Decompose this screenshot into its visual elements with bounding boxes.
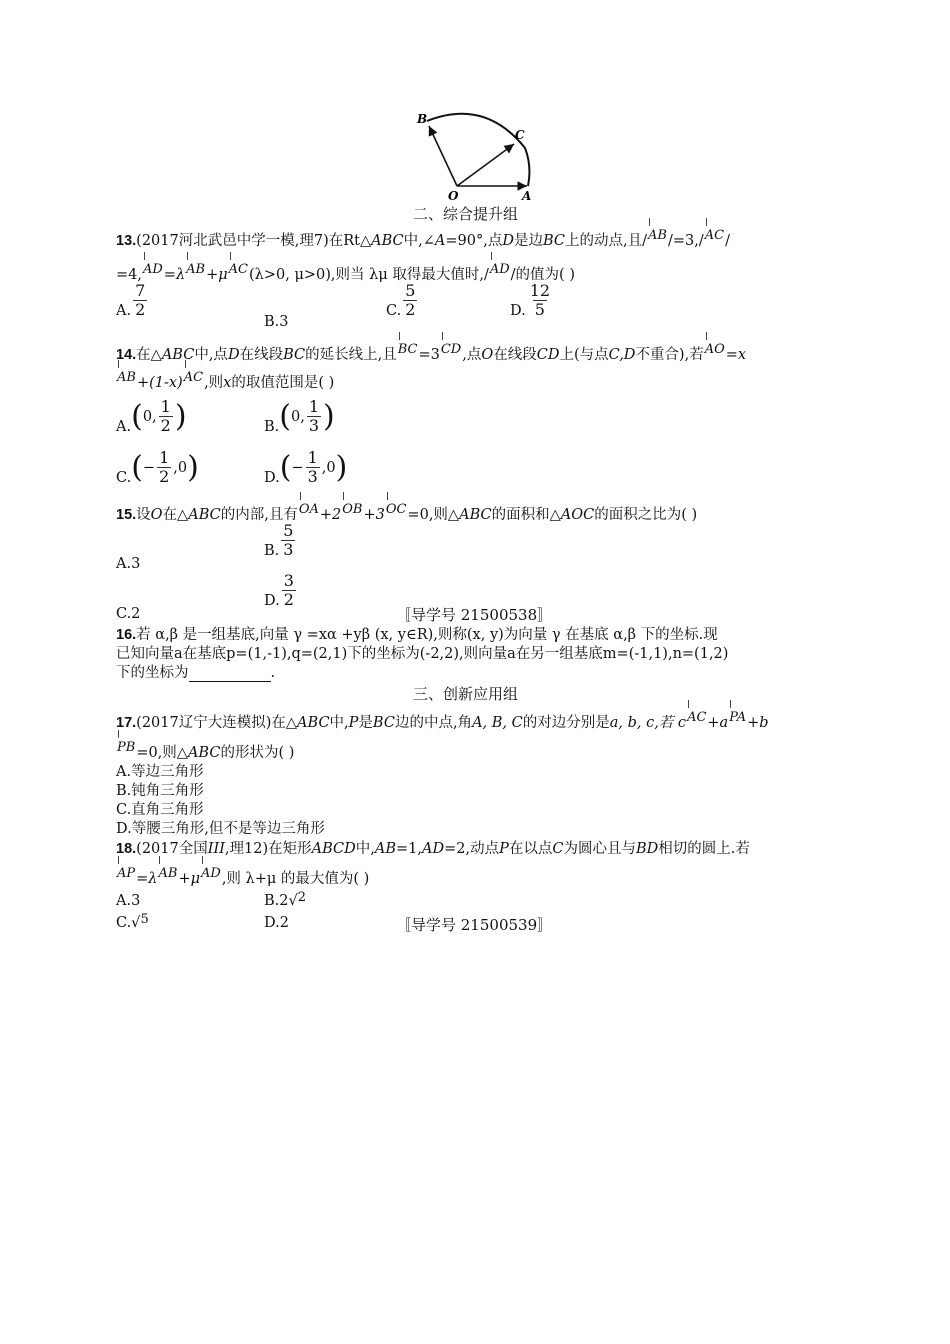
- fraction: [281, 522, 295, 559]
- text: 2: [160, 416, 171, 435]
- paren: ): [187, 449, 199, 485]
- text: 是: [358, 715, 373, 731]
- text: +2: [319, 507, 342, 523]
- text: ABC: [187, 745, 221, 761]
- text: BD: [635, 841, 659, 857]
- text: /: [725, 233, 730, 249]
- text: A: [434, 233, 446, 249]
- text: +(1-x): [136, 375, 183, 391]
- vector: AC: [228, 262, 249, 277]
- text: 5: [283, 521, 294, 540]
- vector: BC: [397, 342, 418, 357]
- q16-line3: [116, 664, 275, 682]
- text: 7: [135, 281, 146, 300]
- text: 1: [159, 448, 170, 467]
- interval: [131, 398, 186, 435]
- text: 的取值范围是( ): [231, 375, 335, 391]
- paren: (: [131, 398, 143, 434]
- q18-number: 18.: [116, 841, 137, 857]
- text: ,0: [173, 459, 188, 476]
- q14-option-d: [264, 449, 347, 486]
- paren: ): [335, 449, 348, 485]
- text: 2: [405, 300, 416, 319]
- text: 在以点: [508, 841, 553, 857]
- guide-number-538: 〚导学号 21500538〛: [396, 606, 553, 624]
- text: D.: [510, 303, 526, 319]
- text: 中,: [329, 715, 349, 731]
- text: A.: [116, 419, 132, 435]
- text: ,理12)在矩形: [224, 841, 312, 857]
- interval: [280, 449, 348, 486]
- fraction: [159, 398, 173, 435]
- paren: ): [323, 398, 335, 434]
- text: /的值为( ): [510, 267, 575, 283]
- interval: [279, 398, 334, 435]
- text: /=3,/: [667, 233, 704, 249]
- text: CD: [536, 347, 560, 363]
- text: 3: [283, 571, 294, 590]
- text: =λ: [136, 871, 158, 887]
- q13-option-c: [386, 282, 419, 319]
- q17-option-b: B.钝角三角形: [116, 783, 204, 799]
- vector: OC: [385, 502, 407, 517]
- paren: (: [279, 449, 292, 485]
- text: ,点: [462, 347, 482, 363]
- text: 5: [405, 281, 416, 300]
- text: 下的坐标为: [116, 665, 189, 681]
- answer-blank[interactable]: [189, 667, 271, 682]
- text: B.: [264, 419, 280, 435]
- q18-line2: [116, 866, 370, 889]
- fraction: [133, 282, 147, 319]
- q16-number: 16.: [116, 627, 137, 643]
- text: ABC: [371, 233, 404, 249]
- text: 的内部,且有: [220, 507, 298, 523]
- vector: OB: [342, 502, 363, 517]
- text: 为圆心且与: [563, 841, 636, 857]
- text: 0,: [290, 408, 305, 425]
- section-heading-comprehensive: 二、综合提升组: [413, 205, 519, 223]
- paren: (: [279, 398, 291, 434]
- text: 的面积之比为( ): [594, 507, 698, 523]
- vector-oc: [457, 144, 514, 186]
- text: 在线段: [493, 347, 537, 363]
- q13-option-d: [510, 282, 554, 319]
- vector: OA: [298, 502, 319, 517]
- q18-option-a: A.3: [116, 893, 141, 909]
- q15-option-c: C.2: [116, 606, 141, 622]
- vector: AP: [117, 866, 136, 881]
- text: D: [502, 233, 514, 249]
- text: 2: [283, 590, 294, 609]
- text: A.: [116, 303, 132, 319]
- text: 2: [135, 300, 146, 319]
- text: ,则: [204, 375, 224, 391]
- text: C.√: [116, 915, 141, 931]
- q13-number: 13.: [116, 233, 137, 249]
- text: 相切的圆上.若: [658, 841, 750, 857]
- text: O: [481, 347, 494, 363]
- text: 的面积和△: [491, 507, 561, 523]
- text: (2017河北武邑中学一模,理7)在Rt△: [136, 233, 372, 249]
- q18-option-b: [264, 890, 307, 909]
- q13-option-a: [116, 282, 149, 319]
- text: 0,: [142, 408, 157, 425]
- q17-line1: [116, 710, 769, 733]
- vector: AC: [704, 228, 725, 243]
- label-o: O: [448, 189, 459, 203]
- text: BC: [542, 233, 566, 249]
- text: 1: [308, 397, 320, 416]
- q15-option-b: [264, 522, 297, 559]
- text: AOC: [560, 507, 595, 523]
- label-a: A: [522, 189, 532, 203]
- q15-number: 15.: [116, 507, 137, 523]
- text: B.: [264, 543, 280, 559]
- text: 边的中点,角: [394, 715, 473, 731]
- text: .: [270, 665, 276, 681]
- text: 设: [136, 507, 151, 523]
- q14-option-b: [264, 398, 335, 435]
- text: =90°,点: [445, 233, 503, 249]
- text: 中,∠: [403, 233, 435, 249]
- text: +b: [747, 715, 769, 731]
- vector: AD: [142, 262, 163, 277]
- text: BC: [283, 347, 306, 363]
- text: 是边: [513, 233, 543, 249]
- text: 12: [529, 281, 551, 300]
- text: AD: [422, 841, 445, 857]
- text: AB: [374, 841, 397, 857]
- text: =4,: [116, 267, 142, 283]
- text: +3: [363, 507, 385, 523]
- vector: AB: [186, 262, 206, 277]
- text: O: [150, 507, 163, 523]
- fraction: [403, 282, 417, 319]
- q14-line2: [116, 370, 335, 393]
- vector: AO: [704, 342, 725, 357]
- q18-option-c: [116, 912, 149, 931]
- fraction: [282, 572, 296, 609]
- text: =2,动点: [444, 841, 500, 857]
- text: B.2√: [264, 893, 298, 909]
- q14-number: 14.: [116, 347, 137, 363]
- text: 5: [140, 912, 149, 927]
- fraction: [157, 449, 171, 486]
- text: +μ: [206, 267, 228, 283]
- text: 的形状为( ): [220, 745, 295, 761]
- text: 在△: [162, 507, 189, 523]
- text: −: [142, 459, 156, 476]
- q13-line2: [116, 262, 575, 285]
- text: 2: [297, 890, 307, 905]
- sector-figure: [410, 108, 540, 204]
- q16-line2: 已知向量a在基底p=(1,-1),q=(2,1)下的坐标为(-2,2),则向量a在另一组基底m=(-1,1),n=(1,2): [116, 646, 729, 662]
- text: C.: [386, 303, 402, 319]
- text: 3: [308, 416, 320, 435]
- text: 2: [159, 467, 170, 486]
- text: =0,则△: [407, 507, 460, 523]
- text: BC: [372, 715, 395, 731]
- q18-line1: [116, 840, 750, 858]
- text: a, b, c: [609, 715, 655, 731]
- paren: ): [174, 398, 187, 434]
- text: 上(与点: [559, 347, 609, 363]
- vector: AC: [183, 370, 204, 385]
- vector: PA: [729, 710, 747, 725]
- text: D.: [264, 470, 280, 486]
- q15-option-a: A.3: [116, 556, 141, 572]
- text: D.: [264, 593, 280, 609]
- text: (2017全国: [136, 841, 208, 857]
- text: 不重合),若: [635, 347, 704, 363]
- q17-number: 17.: [116, 715, 137, 731]
- text: ABC: [188, 507, 221, 523]
- text: 3: [307, 467, 318, 486]
- text: D: [227, 347, 240, 363]
- text: C,D: [608, 347, 636, 363]
- text: =0,则△: [136, 745, 188, 761]
- text: =1,: [396, 841, 422, 857]
- text: 中,: [355, 841, 375, 857]
- q17-option-d: D.等腰三角形,但不是等边三角形: [116, 821, 325, 837]
- fraction: [306, 449, 320, 486]
- text: 1: [160, 397, 171, 416]
- label-c: C: [515, 128, 525, 142]
- text: ABC: [459, 507, 492, 523]
- fraction: [307, 398, 321, 435]
- text: C: [552, 841, 564, 857]
- text: ABC: [161, 347, 195, 363]
- interval: [131, 449, 199, 486]
- q13-line1: [116, 228, 730, 251]
- guide-number-539: 〚导学号 21500539〛: [396, 916, 553, 934]
- vector: PB: [117, 740, 136, 755]
- vector: CD: [440, 342, 462, 357]
- q13-option-b: B.3: [264, 314, 289, 330]
- text: 在△: [136, 347, 162, 363]
- text: III: [207, 841, 225, 857]
- text: ,若 c: [654, 715, 687, 731]
- q16-line1: [116, 626, 718, 644]
- q15-option-d: [264, 572, 298, 609]
- q14-option-a: [116, 398, 187, 435]
- vector: AD: [201, 866, 221, 881]
- text: 在线段: [239, 347, 284, 363]
- text: 中,点: [194, 347, 228, 363]
- q17-line2: [116, 740, 295, 763]
- text: 若 α,β 是一组基底,向量 γ =xα +yβ (x, y∈R),则称(x, y)为向量 γ 在基底 α,β 下的坐标.现: [136, 627, 718, 643]
- vector: AD: [489, 262, 510, 277]
- vector: AB: [158, 866, 178, 881]
- text: +a: [707, 715, 729, 731]
- text: ABC: [297, 715, 330, 731]
- text: −: [291, 459, 304, 476]
- text: 3: [283, 540, 294, 559]
- text: +μ: [178, 871, 201, 887]
- text: 的对边分别是: [522, 715, 610, 731]
- vector: AC: [687, 710, 707, 725]
- text: =3: [418, 347, 440, 363]
- text: (λ>0, μ>0),则当 λμ 取得最大值时,/: [249, 267, 489, 283]
- q14-option-c: [116, 449, 199, 486]
- section-heading-innovative: 三、创新应用组: [413, 685, 519, 703]
- q17-option-a: A.等边三角形: [116, 764, 204, 780]
- text: 5: [534, 300, 545, 319]
- vector: AB: [648, 228, 667, 243]
- text: 上的动点,且/: [565, 233, 648, 249]
- text: 的延长线上,且: [305, 347, 397, 363]
- q14-line1: [116, 342, 747, 365]
- text: ABCD: [311, 841, 356, 857]
- arc: [427, 114, 529, 186]
- text: 1: [307, 448, 318, 467]
- paren: (: [131, 449, 143, 485]
- vector-ob: [429, 126, 457, 186]
- q18-option-d: D.2: [264, 915, 289, 931]
- label-b: B: [417, 112, 428, 126]
- text: ,则 λ+μ 的最大值为( ): [221, 871, 370, 887]
- text: =x: [725, 347, 747, 363]
- text: P: [499, 841, 509, 857]
- text: C.: [116, 470, 132, 486]
- text: x: [223, 375, 232, 391]
- text: A, B, C: [472, 715, 523, 731]
- text: (2017辽宁大连模拟)在△: [136, 715, 298, 731]
- q17-option-c: C.直角三角形: [116, 802, 204, 818]
- text: ,0: [321, 459, 336, 476]
- vector: AB: [117, 370, 136, 385]
- fraction: [528, 282, 552, 319]
- text: P: [348, 715, 359, 731]
- text: =λ: [163, 267, 186, 283]
- q15-line1: [116, 502, 698, 525]
